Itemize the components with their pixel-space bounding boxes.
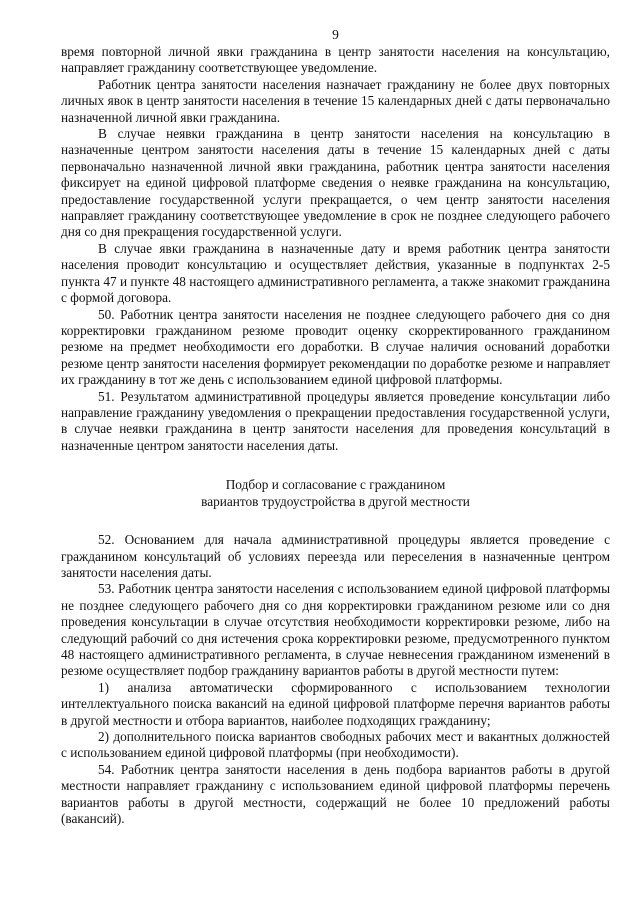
section-heading — [61, 476, 610, 510]
section-heading-line-1: Подбор и согласование с гражданином — [225, 477, 446, 493]
paragraph-subitem-2: 2) дополнительного поиска вариантов свободных рабочих мест и вакантных должностей с использованием единой цифровой платформы (при необходимости). — [61, 729, 610, 761]
paragraph-item-53: 53. Работник центра занятости населения с использованием единой цифровой платформы не позднее следующего рабочего дня со дня корректировки гражданином резюме или со дня проведения консультации в случае отсутствия необходимости корректировки резюме, либо на следующий рабочий со дня истечения срока корректировки резюме, предусмотренного пунктом 48 настоящего административного регламента, в случае невнесения гражданином изменений в резюме осуществляет подбор гражданину вариантов работы в другой местности путем: — [61, 581, 610, 679]
paragraph-subitem-1: 1) анализа автоматически сформированного с использованием технологии интеллектуального поиска вакансий на единой цифровой платформе перечня вариантов работы в другой местности и отбора вариантов, наиболее подходящих гражданину; — [61, 679, 610, 728]
paragraph-item-51: 51. Результатом административной процедуры является проведение консультации либо направление гражданину уведомления о прекращении предоставления государственной услуги, в случае неявки гражданина в центр занятости населения для проведения консультаций в назначенные центром занятости населения даты. — [61, 388, 610, 453]
paragraph-appearance: В случае явки гражданина в назначенные дату и время работник центра занятости населения проводит консультацию и осуществляет действия, указанные в подпунктах 2-5 пункта 47 и пункте 48 настоящего административного регламента, а также знакомит гражданина с формой договора. — [61, 240, 610, 306]
paragraph-continuation: время повторной личной явки гражданина в центр занятости населения на консультацию, направляет гражданину соответствующее уведомление. — [61, 44, 610, 76]
paragraph-item-52: 52. Основанием для начала административной процедуры является проведение с гражданином консультаций об условиях переезда или переселения в назначенные центром занятости населения даты. — [61, 532, 610, 580]
page-number: 9 — [332, 27, 339, 42]
paragraph-repeat-appearances: Работник центра занятости населения назначает гражданину не более двух повторных личных явок в центр занятости населения в течение 15 календарных дней с даты первоначально назначенной личной явки гражданина. — [61, 76, 610, 125]
paragraph-item-50: 50. Работник центра занятости населения не позднее следующего рабочего дня со дня корректировки гражданином резюме проводит оценку скорректированного гражданином резюме на предмет необходимости его доработки. В случае наличия оснований доработки резюме центр занятости населения формирует рекомендации по доработке резюме и направляет их гражданину в тот же день с использованием единой цифровой платформы. — [61, 306, 610, 388]
section-heading-line-2: вариантов трудоустройства в другой местности — [201, 494, 470, 510]
paragraph-item-54: 54. Работник центра занятости населения в день подбора вариантов работы в другой местности направляет гражданину с использованием единой цифровой платформы перечень вариантов работы в другой местности, содержащий не более 10 предложений работы (вакансий). — [61, 761, 610, 827]
paragraph-non-appearance: В случае неявки гражданина в центр занятости населения на консультацию в назначенные центром занятости населения даты в течение 15 календарных дней с даты первоначально назначенной личной явки гражданина, работник центра занятости населения фиксирует на единой цифровой платформе сведения о неявке гражданина на консультацию, предоставление государственной услуги прекращается, о чем центр занятости населения направляет гражданину соответствующее уведомление в срок не позднее следующего рабочего дня со дня прекращения государственной услуги. — [61, 126, 610, 240]
